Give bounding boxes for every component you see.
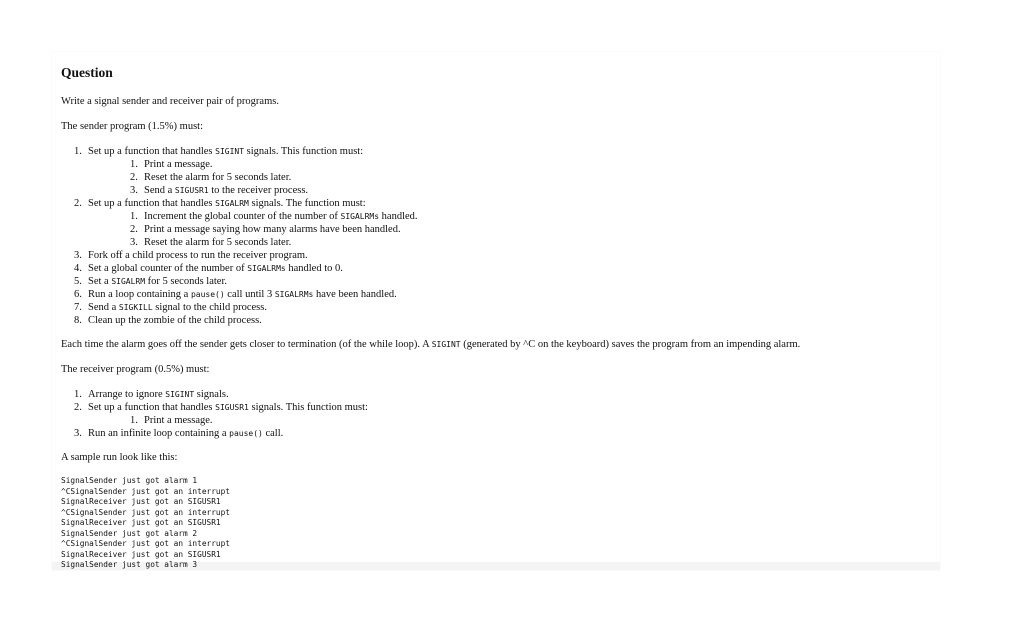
- sample-output-line: SignalSender just got alarm 1: [61, 476, 198, 485]
- sample-output-line: ^CSignalSender just got an interrupt: [61, 539, 230, 548]
- receiver-item-number: 2.: [74, 402, 82, 413]
- sender-item-text-after: for 5 seconds later.: [145, 276, 227, 287]
- sender-subitem-number: 1.: [130, 159, 138, 170]
- sender-subitem-text: Reset the alarm for 5 seconds later.: [144, 172, 292, 183]
- sender-item-number: 1.: [74, 146, 82, 157]
- receiver-item-text: Arrange to ignore: [88, 389, 166, 400]
- sender-subitem-code: SIGALRMs: [340, 212, 380, 221]
- sample-output-line: ^CSignalSender just got an interrupt: [61, 486, 230, 496]
- sender-subitem-text-after: to the receiver process.: [208, 185, 309, 196]
- sender-item-number: 8.: [74, 315, 82, 326]
- receiver-item-code: pause(): [229, 429, 263, 438]
- sender-item-text-after: call until 3: [224, 289, 275, 300]
- each-time-text-1: Each time the alarm goes off the sender gets closer to termination (of the while loop). A: [61, 339, 432, 350]
- sender-item-code-2: SIGALRMs: [274, 290, 314, 299]
- sender-subitem: [88, 236, 931, 249]
- sender-subitem: [88, 223, 931, 236]
- question-content: [61, 64, 931, 571]
- receiver-item-text-after: signals.: [194, 389, 229, 400]
- receiver-item: [61, 427, 931, 440]
- sender-item-text-after: signals. This function must:: [244, 146, 364, 157]
- receiver-item-text: Set up a function that handles: [88, 402, 216, 413]
- receiver-item: [61, 401, 931, 427]
- sender-item-text-after: handled to 0.: [285, 263, 343, 274]
- sender-subitem-number: 2.: [130, 172, 138, 183]
- sender-subitem-text: Print a message.: [144, 159, 213, 170]
- sender-item-code: SIGALRM: [215, 199, 249, 208]
- sender-item-number: 5.: [74, 276, 82, 287]
- each-time-paragraph: [61, 338, 931, 351]
- sender-item-text: Set a: [88, 276, 112, 287]
- receiver-requirements-list: [61, 388, 931, 440]
- sender-item: [61, 197, 931, 249]
- sender-item-code: pause(): [190, 290, 225, 299]
- sender-item-code: SIGKILL: [118, 303, 153, 312]
- sender-item: [61, 288, 931, 301]
- sender-subitem-text: Print a message saying how many alarms have been handled.: [144, 224, 401, 235]
- sender-subitem-code: SIGUSR1: [174, 186, 209, 195]
- sender-subitem-text-after: handled.: [379, 211, 418, 222]
- receiver-subitem-number: 1.: [130, 415, 138, 426]
- sender-subitem-number: 3.: [130, 185, 138, 196]
- sender-subitem-number: 2.: [130, 224, 138, 235]
- sender-item-text: Fork off a child process to run the receiver program.: [88, 250, 308, 261]
- sender-subitem-number: 1.: [130, 211, 138, 222]
- sender-item-number: 3.: [74, 250, 82, 261]
- sender-item-text-after: signal to the child process.: [152, 302, 267, 313]
- sender-item-code: SIGALRM: [111, 277, 146, 286]
- receiver-item-text-after: signals. This function must:: [248, 402, 368, 413]
- sample-output-line: SignalReceiver just got an SIGUSR1: [61, 497, 221, 506]
- sender-subitem: [88, 210, 931, 223]
- sender-item: [61, 145, 931, 197]
- sender-item-number: 4.: [74, 263, 82, 274]
- sample-output: [61, 476, 931, 571]
- receiver-item-number: 1.: [74, 389, 82, 400]
- sender-item: [61, 301, 931, 314]
- intro-text: Write a signal sender and receiver pair of programs.: [61, 96, 279, 107]
- receiver-sublist: [88, 414, 931, 427]
- sender-subitem-text: Send a: [144, 185, 175, 196]
- receiver-item-code: SIGUSR1: [215, 403, 249, 412]
- question-title: Question: [61, 65, 113, 80]
- sender-sublist: [88, 210, 931, 249]
- receiver-item-number: 3.: [74, 428, 82, 439]
- receiver-item: [61, 388, 931, 401]
- sender-item-text: Clean up the zombie of the child process.: [88, 315, 262, 326]
- sample-output-line: SignalSender just got alarm 2: [61, 528, 198, 538]
- receiver-item-text-after: call.: [262, 428, 284, 439]
- sender-subitem: [88, 184, 931, 197]
- sample-heading: A sample run look like this:: [61, 452, 178, 463]
- sender-subitem-number: 3.: [130, 237, 138, 248]
- sender-item-text: Run a loop containing a: [88, 289, 191, 300]
- sender-item: [61, 249, 931, 262]
- sender-heading: The sender program (1.5%) must:: [61, 121, 204, 132]
- sender-item: [61, 314, 931, 327]
- sample-output-line: ^CSignalSender just got an interrupt: [61, 507, 230, 517]
- sender-item-text: Set up a function that handles: [88, 198, 216, 209]
- sender-subitem: [88, 158, 931, 171]
- receiver-item-text: Run an infinite loop containing a: [88, 428, 230, 439]
- receiver-item-code: SIGINT: [165, 390, 195, 399]
- sender-item-text-after-2: have been handled.: [313, 289, 397, 300]
- sender-item-number: 7.: [74, 302, 82, 313]
- sample-output-line: SignalReceiver just got an SIGUSR1: [61, 518, 221, 527]
- sender-item: [61, 275, 931, 288]
- sender-item-text: Set up a function that handles: [88, 146, 216, 157]
- sender-item-number: 2.: [74, 198, 82, 209]
- sender-item-text: Set a global counter of the number of: [88, 263, 248, 274]
- receiver-heading: The receiver program (0.5%) must:: [61, 364, 210, 375]
- sender-subitem-text: Increment the global counter of the number of: [144, 211, 341, 222]
- each-time-text-2: (generated by ^C on the keyboard) saves the program from an impending alarm.: [460, 339, 801, 350]
- receiver-subitem-text: Print a message.: [144, 415, 213, 426]
- sample-output-line: SignalSender just got alarm 3: [61, 560, 198, 569]
- sigint-code: SIGINT: [431, 340, 461, 349]
- sender-subitem: [88, 171, 931, 184]
- sender-requirements-list: [61, 145, 931, 327]
- sender-sublist: [88, 158, 931, 197]
- sender-subitem-text: Reset the alarm for 5 seconds later.: [144, 237, 292, 248]
- sender-item-text-after: signals. The function must:: [248, 198, 366, 209]
- sender-item-text: Send a: [88, 302, 119, 313]
- sample-output-line: SignalReceiver just got an SIGUSR1: [61, 549, 221, 559]
- sender-item-number: 6.: [74, 289, 82, 300]
- sender-item: [61, 262, 931, 275]
- sender-item-code: SIGINT: [215, 147, 245, 156]
- sender-item-code: SIGALRMs: [247, 264, 286, 273]
- receiver-subitem: [88, 414, 931, 427]
